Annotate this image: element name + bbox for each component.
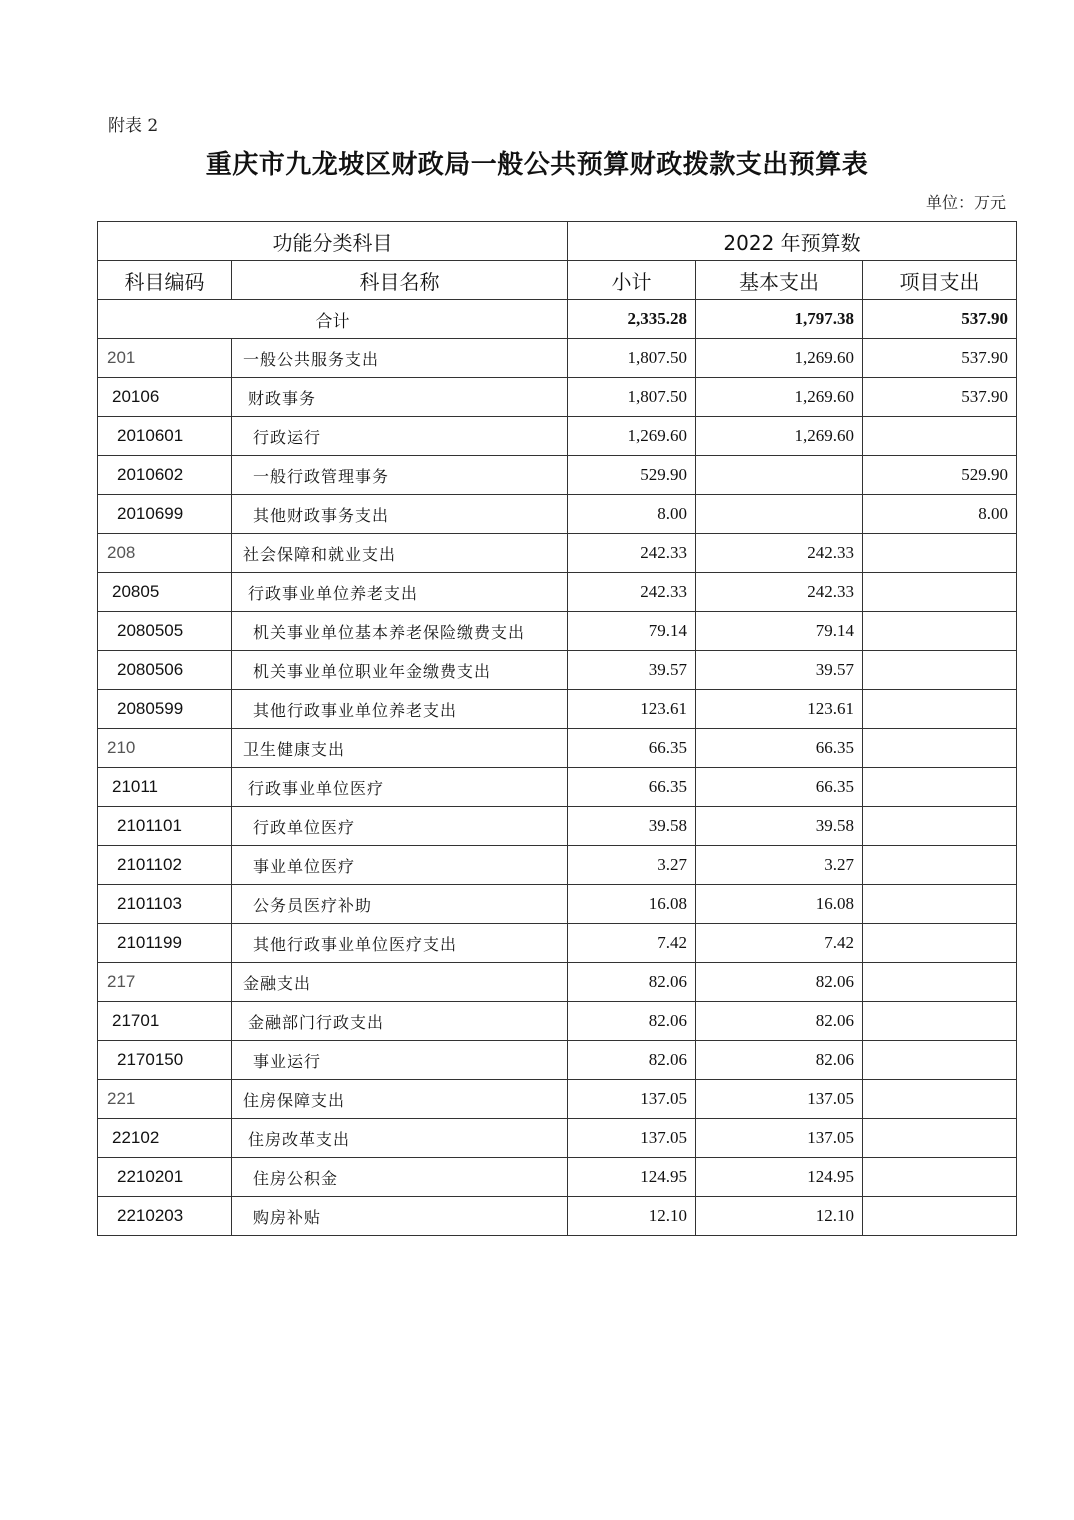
row-code: 2080599 [98, 690, 232, 729]
row-name: 卫生健康支出 [232, 729, 568, 768]
row-subtotal: 1,807.50 [568, 339, 696, 378]
table-row [98, 1197, 1017, 1236]
row-basic: 242.33 [696, 534, 863, 573]
row-subtotal: 1,269.60 [568, 417, 696, 456]
table-row [98, 1080, 1017, 1119]
row-name: 社会保障和就业支出 [232, 534, 568, 573]
table-row [98, 729, 1017, 768]
row-code: 2080506 [98, 651, 232, 690]
row-project [863, 417, 1017, 456]
header-row-1 [98, 222, 1017, 261]
total-row [98, 300, 1017, 339]
row-project [863, 846, 1017, 885]
row-project [863, 768, 1017, 807]
row-name: 金融部门行政支出 [232, 1002, 568, 1041]
row-basic: 1,269.60 [696, 339, 863, 378]
table-row [98, 924, 1017, 963]
table-row [98, 534, 1017, 573]
row-project [863, 1002, 1017, 1041]
row-project: 537.90 [863, 339, 1017, 378]
row-name: 行政事业单位养老支出 [232, 573, 568, 612]
row-basic [696, 495, 863, 534]
row-project [863, 924, 1017, 963]
row-basic [696, 456, 863, 495]
table-row [98, 768, 1017, 807]
row-subtotal: 8.00 [568, 495, 696, 534]
header-name: 科目名称 [232, 261, 568, 300]
row-basic: 66.35 [696, 768, 863, 807]
row-basic: 123.61 [696, 690, 863, 729]
row-project: 537.90 [863, 378, 1017, 417]
row-basic: 82.06 [696, 963, 863, 1002]
row-basic: 82.06 [696, 1041, 863, 1080]
row-code: 2101199 [98, 924, 232, 963]
budget-table-body [98, 300, 1017, 1236]
row-basic: 66.35 [696, 729, 863, 768]
row-project [863, 1197, 1017, 1236]
annex-label: 附表 2 [108, 116, 159, 136]
row-basic: 82.06 [696, 1002, 863, 1041]
row-project [863, 1041, 1017, 1080]
row-name: 机关事业单位基本养老保险缴费支出 [232, 612, 568, 651]
table-row [98, 846, 1017, 885]
row-name: 住房公积金 [232, 1158, 568, 1197]
row-name: 行政运行 [232, 417, 568, 456]
row-code: 2170150 [98, 1041, 232, 1080]
row-name: 行政单位医疗 [232, 807, 568, 846]
table-row [98, 1158, 1017, 1197]
row-project [863, 534, 1017, 573]
row-code: 21011 [98, 768, 232, 807]
row-code: 2010602 [98, 456, 232, 495]
row-name: 公务员医疗补助 [232, 885, 568, 924]
row-subtotal: 16.08 [568, 885, 696, 924]
row-code: 2101103 [98, 885, 232, 924]
table-row [98, 612, 1017, 651]
row-code: 20805 [98, 573, 232, 612]
row-subtotal: 82.06 [568, 1041, 696, 1080]
row-name: 金融支出 [232, 963, 568, 1002]
row-name: 住房改革支出 [232, 1119, 568, 1158]
row-project [863, 807, 1017, 846]
row-subtotal: 82.06 [568, 963, 696, 1002]
header-subtotal: 小计 [568, 261, 696, 300]
total-basic: 1,797.38 [696, 300, 863, 339]
row-name: 购房补贴 [232, 1197, 568, 1236]
row-project [863, 1158, 1017, 1197]
row-subtotal: 39.57 [568, 651, 696, 690]
row-subtotal: 39.58 [568, 807, 696, 846]
table-row [98, 1119, 1017, 1158]
row-basic: 1,269.60 [696, 417, 863, 456]
row-code: 2210203 [98, 1197, 232, 1236]
row-basic: 3.27 [696, 846, 863, 885]
header-functional-classification: 功能分类科目 [98, 222, 568, 261]
total-label: 合计 [98, 300, 568, 339]
row-name: 住房保障支出 [232, 1080, 568, 1119]
row-subtotal: 82.06 [568, 1002, 696, 1041]
row-name: 财政事务 [232, 378, 568, 417]
table-row [98, 885, 1017, 924]
row-name: 机关事业单位职业年金缴费支出 [232, 651, 568, 690]
row-subtotal: 242.33 [568, 534, 696, 573]
table-row [98, 651, 1017, 690]
table-row [98, 1002, 1017, 1041]
row-code: 2101101 [98, 807, 232, 846]
row-name: 一般行政管理事务 [232, 456, 568, 495]
row-basic: 242.33 [696, 573, 863, 612]
row-subtotal: 66.35 [568, 768, 696, 807]
row-code: 2210201 [98, 1158, 232, 1197]
row-subtotal: 124.95 [568, 1158, 696, 1197]
row-subtotal: 137.05 [568, 1119, 696, 1158]
unit-label: 单位：万元 [925, 193, 1006, 212]
row-name: 行政事业单位医疗 [232, 768, 568, 807]
table-row [98, 963, 1017, 1002]
row-basic: 16.08 [696, 885, 863, 924]
header-row-2 [98, 261, 1017, 300]
row-code: 217 [98, 963, 232, 1002]
table-row [98, 417, 1017, 456]
row-project: 529.90 [863, 456, 1017, 495]
row-code: 2010699 [98, 495, 232, 534]
budget-table [97, 221, 1017, 1236]
total-subtotal: 2,335.28 [568, 300, 696, 339]
table-row [98, 1041, 1017, 1080]
row-code: 2010601 [98, 417, 232, 456]
row-code: 201 [98, 339, 232, 378]
header-budget-year: 2022 年预算数 [568, 222, 1017, 261]
row-name: 其他行政事业单位养老支出 [232, 690, 568, 729]
row-subtotal: 3.27 [568, 846, 696, 885]
row-basic: 137.05 [696, 1080, 863, 1119]
row-project [863, 573, 1017, 612]
row-basic: 7.42 [696, 924, 863, 963]
header-code: 科目编码 [98, 261, 232, 300]
header-project: 项目支出 [863, 261, 1017, 300]
row-code: 2080505 [98, 612, 232, 651]
table-row [98, 378, 1017, 417]
row-subtotal: 123.61 [568, 690, 696, 729]
row-subtotal: 12.10 [568, 1197, 696, 1236]
row-project: 8.00 [863, 495, 1017, 534]
row-subtotal: 1,807.50 [568, 378, 696, 417]
table-row [98, 339, 1017, 378]
row-basic: 79.14 [696, 612, 863, 651]
row-subtotal: 242.33 [568, 573, 696, 612]
table-row [98, 690, 1017, 729]
row-name: 事业运行 [232, 1041, 568, 1080]
row-subtotal: 529.90 [568, 456, 696, 495]
row-code: 210 [98, 729, 232, 768]
row-basic: 124.95 [696, 1158, 863, 1197]
row-basic: 39.57 [696, 651, 863, 690]
total-project: 537.90 [863, 300, 1017, 339]
row-code: 22102 [98, 1119, 232, 1158]
row-code: 208 [98, 534, 232, 573]
table-row [98, 573, 1017, 612]
row-subtotal: 66.35 [568, 729, 696, 768]
row-project [863, 885, 1017, 924]
row-code: 2101102 [98, 846, 232, 885]
row-name: 其他行政事业单位医疗支出 [232, 924, 568, 963]
row-name: 一般公共服务支出 [232, 339, 568, 378]
row-project [863, 963, 1017, 1002]
header-basic: 基本支出 [696, 261, 863, 300]
row-project [863, 1080, 1017, 1119]
row-basic: 39.58 [696, 807, 863, 846]
row-subtotal: 137.05 [568, 1080, 696, 1119]
row-subtotal: 79.14 [568, 612, 696, 651]
row-code: 20106 [98, 378, 232, 417]
row-basic: 1,269.60 [696, 378, 863, 417]
row-project [863, 690, 1017, 729]
row-project [863, 612, 1017, 651]
row-basic: 137.05 [696, 1119, 863, 1158]
table-row [98, 807, 1017, 846]
row-project [863, 729, 1017, 768]
row-code: 21701 [98, 1002, 232, 1041]
row-subtotal: 7.42 [568, 924, 696, 963]
table-row [98, 495, 1017, 534]
row-project [863, 651, 1017, 690]
row-name: 其他财政事务支出 [232, 495, 568, 534]
page-title: 重庆市九龙坡区财政局一般公共预算财政拨款支出预算表 [205, 150, 869, 180]
row-code: 221 [98, 1080, 232, 1119]
row-project [863, 1119, 1017, 1158]
row-name: 事业单位医疗 [232, 846, 568, 885]
row-basic: 12.10 [696, 1197, 863, 1236]
table-row [98, 456, 1017, 495]
